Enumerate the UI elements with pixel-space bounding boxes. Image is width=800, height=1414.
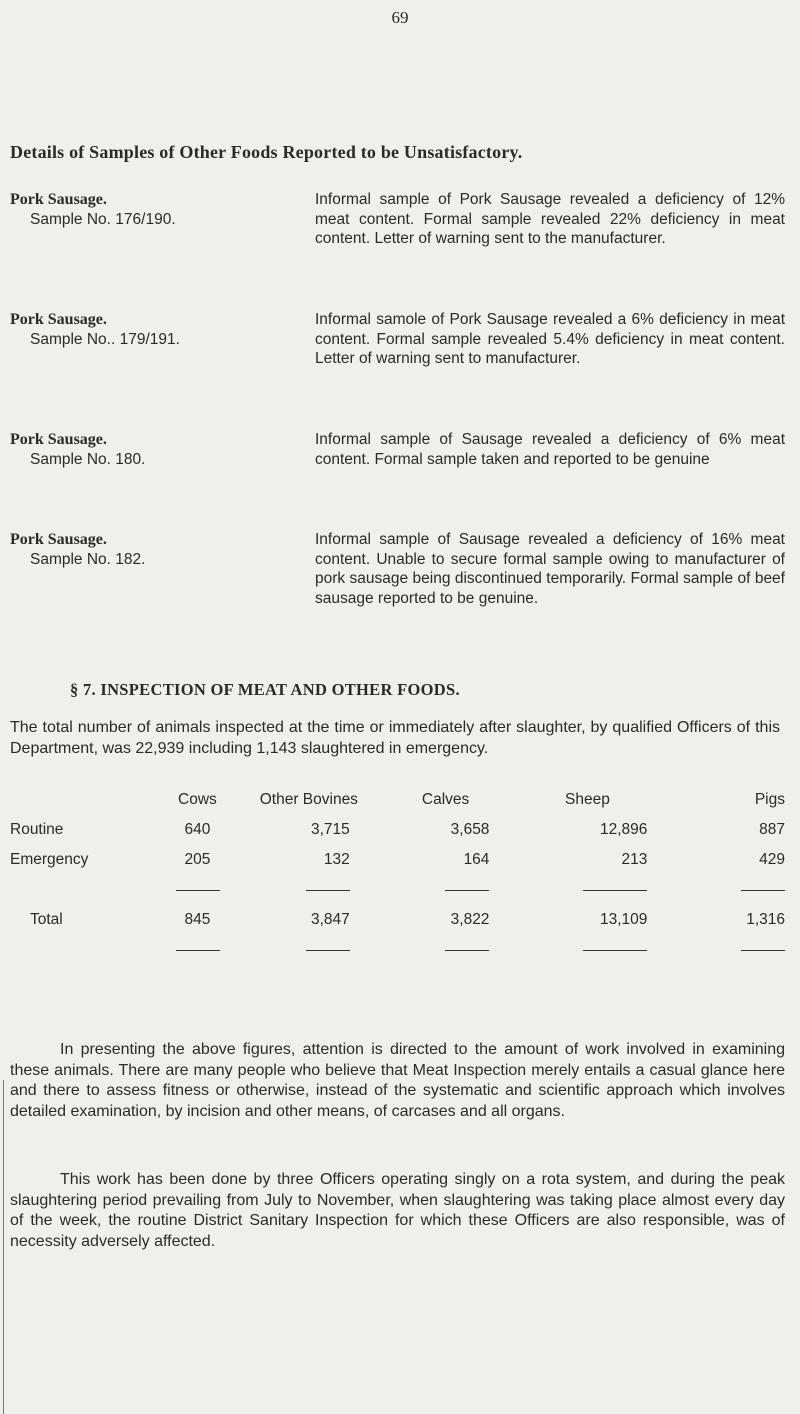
sample-description: Informal sample of Pork Sausage revealed a deficiency of 12% meat content. Formal sample revealed 22% deficiency in meat content. Letter of warning sent to the manufacturer. <box>315 191 785 248</box>
table-cell: 3,715 <box>310 821 350 838</box>
row-label: Total <box>30 911 63 928</box>
table-header-cell: Sheep <box>565 791 610 808</box>
rule-line <box>176 890 220 891</box>
table-row <box>10 815 785 845</box>
table-row <box>10 845 785 875</box>
sample-label <box>10 530 310 570</box>
margin-line <box>3 1080 4 1414</box>
table-cell: 3,822 <box>450 911 490 928</box>
sample-title: Pork Sausage. <box>10 311 107 328</box>
table-cell: 205 <box>184 851 211 868</box>
table-header-cell: Other Bovines <box>259 791 358 808</box>
sample-label <box>10 430 310 470</box>
sample-number: Sample No. 180. <box>30 451 146 468</box>
sample-label <box>10 190 310 230</box>
rule-line <box>445 890 489 891</box>
intro-paragraph: The total number of animals inspected at the time or immediately after slaughter, by qualified Officers of this Department, was 22,939 including 1,143 slaughtered in emergency. <box>10 719 780 757</box>
table-cell: 429 <box>759 851 785 868</box>
table-rule-row <box>10 875 785 905</box>
table-cell: 845 <box>184 911 211 928</box>
table-cell: 132 <box>323 851 350 868</box>
body-paragraph: This work has been done by three Officers operating singly on a rota system, and during the peak slaughtering period prevailing from July to November, when slaughtering was taking place almost every day of the week, the routine District Sanitary Inspection for which these Officers are also responsible, was of necessity adversely affected. <box>10 1171 785 1250</box>
rule-line <box>741 950 785 951</box>
rule-line <box>741 890 785 891</box>
table-header-row <box>10 785 785 815</box>
rule-line <box>306 950 350 951</box>
inspection-table <box>10 785 785 965</box>
sample-description: Informal sample of Sausage revealed a deficiency of 16% meat content. Unable to secure formal sample owing to manufacturer of pork sausage being discontinued temporarily. Formal sample of beef sausage reported to be genuine. <box>315 531 785 607</box>
document-heading: Details of Samples of Other Foods Reported to be Unsatisfactory. <box>10 142 523 162</box>
sample-title: Pork Sausage. <box>10 531 107 548</box>
sample-description: Informal sample of Sausage revealed a deficiency of 6% meat content. Formal sample taken and reported to be genuine <box>315 431 785 468</box>
sample-label <box>10 310 310 350</box>
rule-line <box>583 890 647 891</box>
row-label: Routine <box>10 821 64 838</box>
table-cell: 3,847 <box>310 911 350 928</box>
table-cell: 164 <box>463 851 490 868</box>
sample-number: Sample No.. 179/191. <box>30 331 180 348</box>
table-cell: 12,896 <box>599 821 648 838</box>
table-rule-row <box>10 935 785 965</box>
body-paragraph: In presenting the above figures, attention is directed to the amount of work involved in examining these animals. There are many people who believe that Meat Inspection merely entails a casual glance here and there to assess fitness or otherwise, instead of the systematic and scientific approach which involves detailed examination, by incision and other means, of carcases and all organs. <box>10 1041 785 1120</box>
table-cell: 3,658 <box>450 821 490 838</box>
table-cell: 13,109 <box>599 911 648 928</box>
table-header-cell: Calves <box>421 791 470 808</box>
sample-number: Sample No. 176/190. <box>30 211 176 228</box>
rule-line <box>306 890 350 891</box>
row-label: Emergency <box>10 851 89 868</box>
table-header-cell: Cows <box>178 791 217 808</box>
rule-line <box>176 950 220 951</box>
rule-line <box>445 950 489 951</box>
page-number: 69 <box>391 8 409 27</box>
table-cell: 1,316 <box>746 911 785 928</box>
sample-title: Pork Sausage. <box>10 191 107 208</box>
table-cell: 887 <box>759 821 785 838</box>
table-cell: 640 <box>184 821 211 838</box>
rule-line <box>583 950 647 951</box>
table-header-cell: Pigs <box>754 791 785 808</box>
sample-description: Informal samole of Pork Sausage revealed a 6% deficiency in meat content. Formal sample revealed 5.4% deficiency in meat content. Letter of warning sent to manufacturer. <box>315 311 785 368</box>
table-header-cell <box>10 785 157 815</box>
sample-title: Pork Sausage. <box>10 431 107 448</box>
table-row-total <box>10 905 785 935</box>
table-cell: 213 <box>621 851 648 868</box>
section-heading: § 7. INSPECTION OF MEAT AND OTHER FOODS. <box>70 680 460 699</box>
sample-number: Sample No. 182. <box>30 551 146 568</box>
